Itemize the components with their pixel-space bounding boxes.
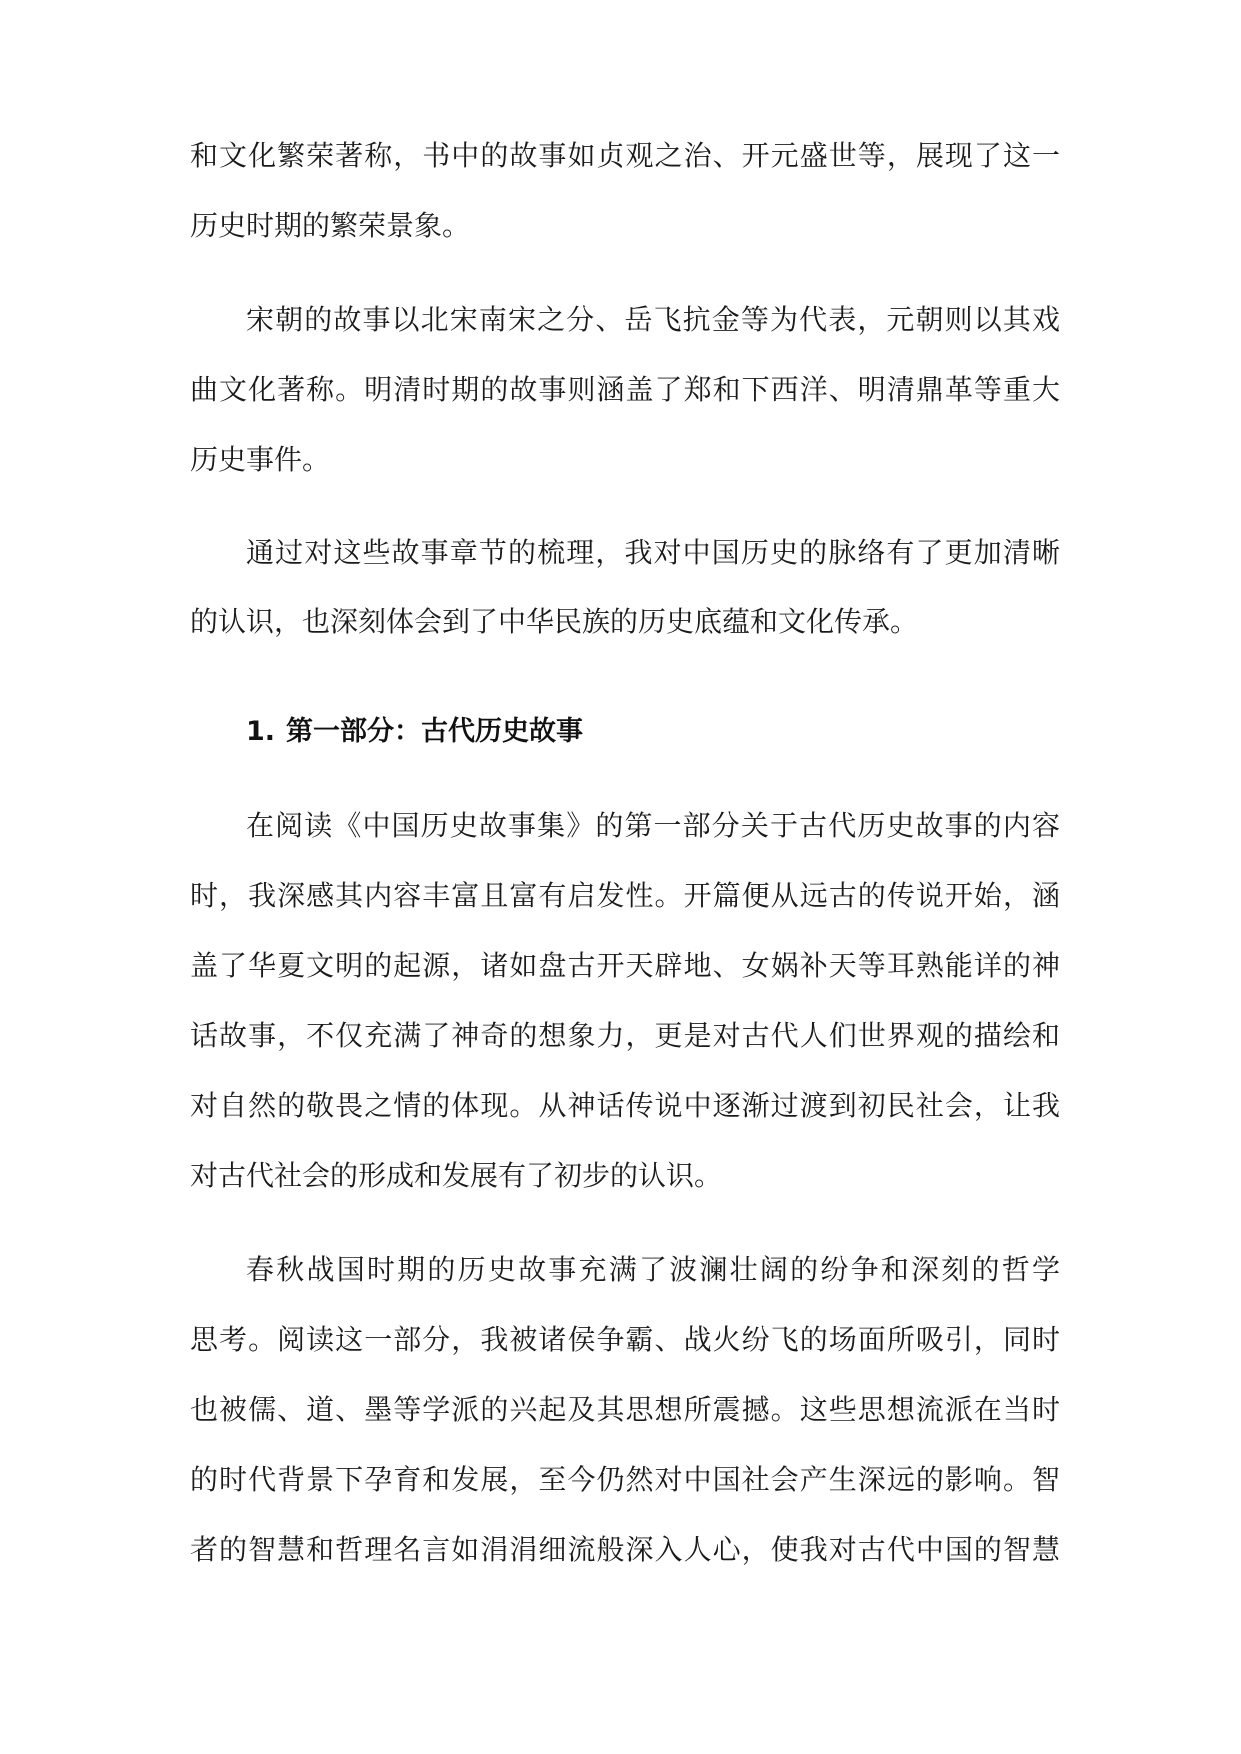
text-line: 的时代背景下孕育和发展，至今仍然对中国社会产生深远的影响。智 (190, 1463, 1060, 1496)
text-line: 时，我深感其内容丰富且富有启发性。开篇便从远古的传说开始，涵 (190, 879, 1060, 912)
text-line: 思考。阅读这一部分，我被诸侯争霸、战火纷飞的场面所吸引，同时 (190, 1323, 1060, 1356)
text-line: 通过对这些故事章节的梳理，我对中国历史的脉络有了更加清晰 (246, 536, 1060, 569)
text-line: 的认识，也深刻体会到了中华民族的历史底蕴和文化传承。 (190, 605, 919, 638)
text-line: 也被儒、道、墨等学派的兴起及其思想所震撼。这些思想流派在当时 (190, 1393, 1060, 1426)
text-line: 春秋战国时期的历史故事充满了波澜壮阔的纷争和深刻的哲学 (246, 1253, 1060, 1286)
text-line: 对自然的敬畏之情的体现。从神话传说中逐渐过渡到初民社会，让我 (190, 1089, 1060, 1122)
text-line: 和文化繁荣著称，书中的故事如贞观之治、开元盛世等，展现了这一 (190, 139, 1060, 172)
section-number: 1. (246, 716, 276, 747)
text-line: 宋朝的故事以北宋南宋之分、岳飞抗金等为代表，元朝则以其戏 (246, 303, 1060, 336)
text-line: 盖了华夏文明的起源，诸如盘古开天辟地、女娲补天等耳熟能详的神 (190, 949, 1060, 982)
text-line: 者的智慧和哲理名言如涓涓细流般深入人心，使我对古代中国的智慧 (190, 1533, 1060, 1566)
text-line: 历史事件。 (190, 443, 331, 476)
text-line: 话故事，不仅充满了神奇的想象力，更是对古代人们世界观的描绘和 (190, 1019, 1060, 1052)
text-line: 对古代社会的形成和发展有了初步的认识。 (190, 1159, 723, 1192)
text-line: 在阅读《中国历史故事集》的第一部分关于古代历史故事的内容 (246, 809, 1060, 842)
section-title: 第一部分：古代历史故事 (286, 716, 583, 747)
section-heading (246, 712, 583, 752)
text-line: 历史时期的繁荣景象。 (190, 209, 471, 242)
text-line: 曲文化著称。明清时期的故事则涵盖了郑和下西洋、明清鼎革等重大 (190, 373, 1060, 406)
